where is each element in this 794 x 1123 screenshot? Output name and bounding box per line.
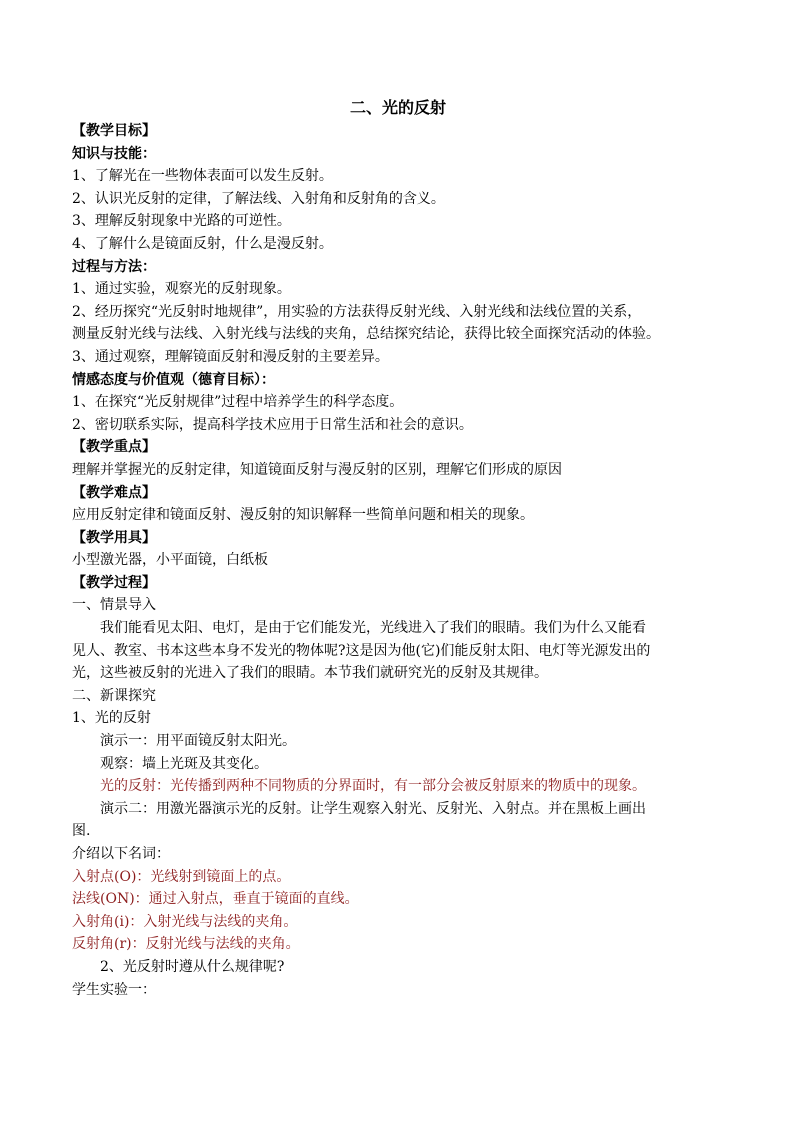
- section-heading: 【教学用具】: [72, 529, 156, 546]
- section-heading: 【教学难点】: [72, 484, 156, 501]
- text-line: 法线(ON)：通过入射点，垂直于镜面的直线。: [72, 891, 359, 908]
- text-line: 2、密切联系实际，提高科学技术应用于日常生活和社会的意识。: [72, 416, 473, 433]
- document-body: [72, 120, 724, 1001]
- text-line: 光的反射：光传播到两种不同物质的分界面时，有一部分会被反射原来的物质中的现象。: [100, 778, 646, 795]
- text-line: 一、情景导入: [72, 597, 156, 614]
- text-line: 图.: [72, 823, 91, 840]
- text-line: 介绍以下名词：: [72, 846, 170, 862]
- text-line: 1、通过实验，观察光的反射现象。: [72, 281, 291, 298]
- section-heading: 情感态度与价值观（德育目标）：: [72, 371, 275, 388]
- text-line: 3、理解反射现象中光路的可逆性。: [72, 213, 291, 230]
- text-line: 应用反射定律和镜面反射、漫反射的知识解释一些简单问题和相关的现象。: [72, 507, 534, 524]
- text-line: 3、通过观察，理解镜面反射和漫反射的主要差异。: [72, 348, 389, 365]
- text-line: 演示一：用平面镜反射太阳光。: [100, 733, 296, 750]
- text-line: 演示二：用激光器演示光的反射。让学生观察入射光、反射光、入射点。并在黑板上画出: [100, 800, 646, 817]
- section-heading: 知识与技能：: [72, 145, 156, 162]
- text-line: 1、光的反射: [72, 710, 151, 727]
- text-line: 2、认识光反射的定律，了解法线、入射角和反射角的含义。: [72, 190, 445, 207]
- text-line: 小型激光器，小平面镜，白纸板: [72, 552, 268, 569]
- text-line: 4、了解什么是镜面反射，什么是漫反射。: [72, 235, 333, 252]
- text-line: 光，这些被反射的光进入了我们的眼睛。本节我们就研究光的反射及其规律。: [72, 665, 548, 682]
- text-line: 二、新课探究: [72, 687, 156, 704]
- text-line: 1、在探究“光反射规律”过程中培养学生的科学态度。: [72, 394, 404, 411]
- section-heading: 【教学重点】: [72, 439, 156, 456]
- text-line: 理解并掌握光的反射定律，知道镜面反射与漫反射的区别，理解它们形成的原因: [72, 461, 562, 478]
- document-title: 二、光的反射: [349, 98, 446, 117]
- text-line: 观察：墙上光斑及其变化。: [100, 755, 268, 772]
- text-line: 我们能看见太阳、电灯，是由于它们能发光，光线进入了我们的眼睛。我们为什么又能看: [100, 620, 646, 637]
- text-line: 反射角(r)：反射光线与法线的夹角。: [72, 936, 300, 953]
- text-line: 见人、教室、书本这些本身不发光的物体呢?这是因为他(它)们能反射太阳、电灯等光源发出的: [72, 642, 651, 659]
- section-heading: 过程与方法：: [72, 258, 156, 275]
- text-line: 入射点(O)：光线射到镜面上的点。: [72, 868, 291, 885]
- text-line: 入射角(i)：入射光线与法线的夹角。: [72, 913, 298, 930]
- text-line: 1、了解光在一些物体表面可以发生反射。: [72, 168, 333, 185]
- text-line: 2、经历探究“光反射时地规律”，用实验的方法获得反射光线、入射光线和法线位置的关系，: [72, 303, 642, 320]
- text-line: 测量反射光线与法线、入射光线与法线的夹角，总结探究结论，获得比较全面探究活动的体验。: [72, 326, 660, 343]
- text-line: 学生实验一：: [72, 981, 156, 998]
- section-heading: 【教学目标】: [72, 123, 156, 139]
- document-page: [72, 96, 724, 1001]
- section-heading: 【教学过程】: [72, 574, 156, 591]
- text-line: 2、光反射时遵从什么规律呢?: [100, 958, 285, 975]
